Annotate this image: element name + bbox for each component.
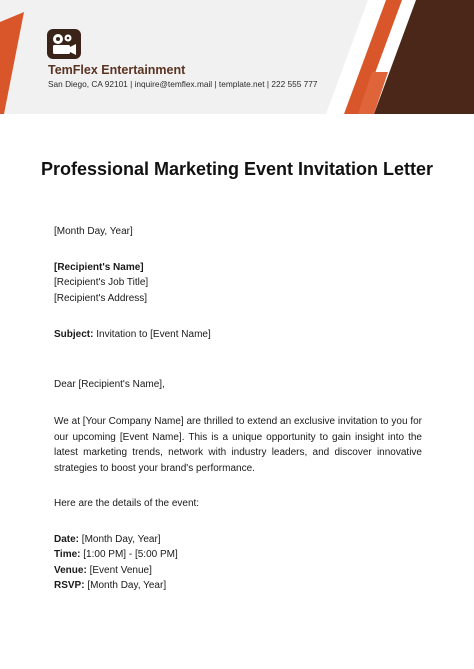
company-contact: San Diego, CA 92101 | inquire@temflex.mail | template.net | 222 555 777 bbox=[48, 79, 318, 89]
detail-label: Date: bbox=[54, 534, 80, 545]
subject-line bbox=[54, 327, 211, 343]
detail-value: [1:00 PM] - [5:00 PM] bbox=[83, 549, 178, 560]
subject-label: Subject: bbox=[54, 329, 94, 340]
left-orange-stripe bbox=[0, 12, 24, 114]
detail-label: RSVP: bbox=[54, 580, 85, 591]
detail-value: [Month Day, Year] bbox=[81, 534, 161, 545]
body-paragraph: We at [Your Company Name] are thrilled to extend an exclusive invitation to you for our upcoming [Event Name]. This is a unique opportunity to gain insight into the latest marketing trends, network with industry leaders, and discover innovative strategies to boost your brand's performance. bbox=[54, 416, 422, 474]
detail-label: Venue: bbox=[54, 565, 87, 576]
detail-label: Time: bbox=[54, 549, 81, 560]
letter-date: [Month Day, Year] bbox=[54, 226, 133, 237]
detail-venue bbox=[54, 563, 152, 579]
recipient-address: [Recipient's Address] bbox=[54, 293, 148, 304]
letterhead bbox=[0, 0, 474, 114]
salutation: Dear [Recipient's Name], bbox=[54, 379, 165, 390]
detail-value: [Month Day, Year] bbox=[87, 580, 167, 591]
detail-date bbox=[54, 532, 161, 548]
detail-time bbox=[54, 547, 178, 563]
company-name: TemFlex Entertainment bbox=[48, 63, 186, 77]
recipient-name: [Recipient's Name] bbox=[54, 262, 144, 273]
recipient-job-title: [Recipient's Job Title] bbox=[54, 277, 149, 288]
detail-value: [Event Venue] bbox=[89, 565, 152, 576]
film-camera-icon bbox=[46, 28, 82, 60]
letter-title: Professional Marketing Event Invitation Letter bbox=[40, 159, 434, 179]
subject-value: Invitation to [Event Name] bbox=[96, 329, 211, 340]
detail-rsvp bbox=[54, 578, 166, 594]
details-intro: Here are the details of the event: bbox=[54, 498, 200, 509]
